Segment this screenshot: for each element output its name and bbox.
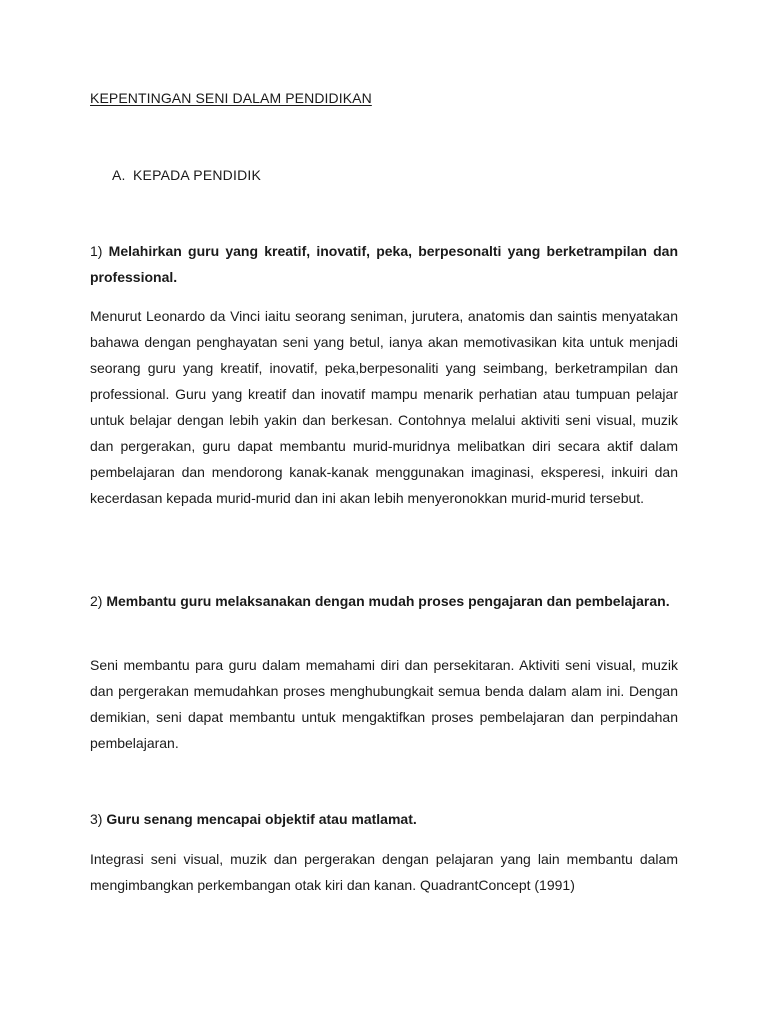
point-2-number: 2) (90, 593, 103, 609)
section-marker: A. (112, 167, 126, 183)
point-3-number: 3) (90, 811, 103, 827)
point-1-number: 1) (90, 243, 103, 259)
point-3-body: Integrasi seni visual, muzik dan pergerakan dengan pelajaran yang lain membantu dalam mengimbangkan perkembangan otak kiri dan kanan. QuadrantConcept (1991) (90, 851, 678, 893)
point-3-heading-text: Guru senang mencapai objektif atau matlamat. (106, 811, 417, 827)
point-2-body: Seni membantu para guru dalam memahami diri dan persekitaran. Aktiviti seni visual, muzik dan pergerakan memudahkan proses menghubungkait semua benda dalam alam ini. Dengan demikian, seni dapat membantu untuk mengaktifkan proses pembelajaran dan perpindahan pembelajaran. (90, 657, 678, 751)
point-3-heading (90, 806, 678, 832)
point-1-body: Menurut Leonardo da Vinci iaitu seorang seniman, jurutera, anatomis dan saintis menyatakan bahawa dengan penghayatan seni yang betul, ianya akan memotivasikan kita untuk menjadi seorang guru yang kreatif, inovatif, peka,berpesonaliti yang seimbang, berketrampilan dan professional. Guru yang kreatif dan inovatif mampu menarik perhatian atau tumpuan pelajar untuk belajar dengan lebih yakin dan berkesan. Contohnya melalui aktiviti seni visual, muzik dan pergerakan, guru dapat membantu murid-muridnya melibatkan diri secara aktif dalam pembelajaran dan mendorong kanak-kanak menggunakan imaginasi, eksperesi, inkuiri dan kecerdasan kepada murid-murid dan ini akan lebih menyeronokkan murid-murid tersebut. (90, 308, 678, 506)
point-1-heading-text: Melahirkan guru yang kreatif, inovatif, peka, berpesonalti yang berketrampilan dan professional. (90, 243, 679, 285)
point-2-heading (90, 588, 678, 614)
section-heading (112, 166, 261, 184)
point-1-heading (90, 238, 678, 290)
document-title: KEPENTINGAN SENI DALAM PENDIDIKAN (90, 90, 372, 106)
point-2-heading-text: Membantu guru melaksanakan dengan mudah proses pengajaran dan pembelajaran. (106, 593, 670, 609)
section-label: KEPADA PENDIDIK (133, 167, 262, 183)
